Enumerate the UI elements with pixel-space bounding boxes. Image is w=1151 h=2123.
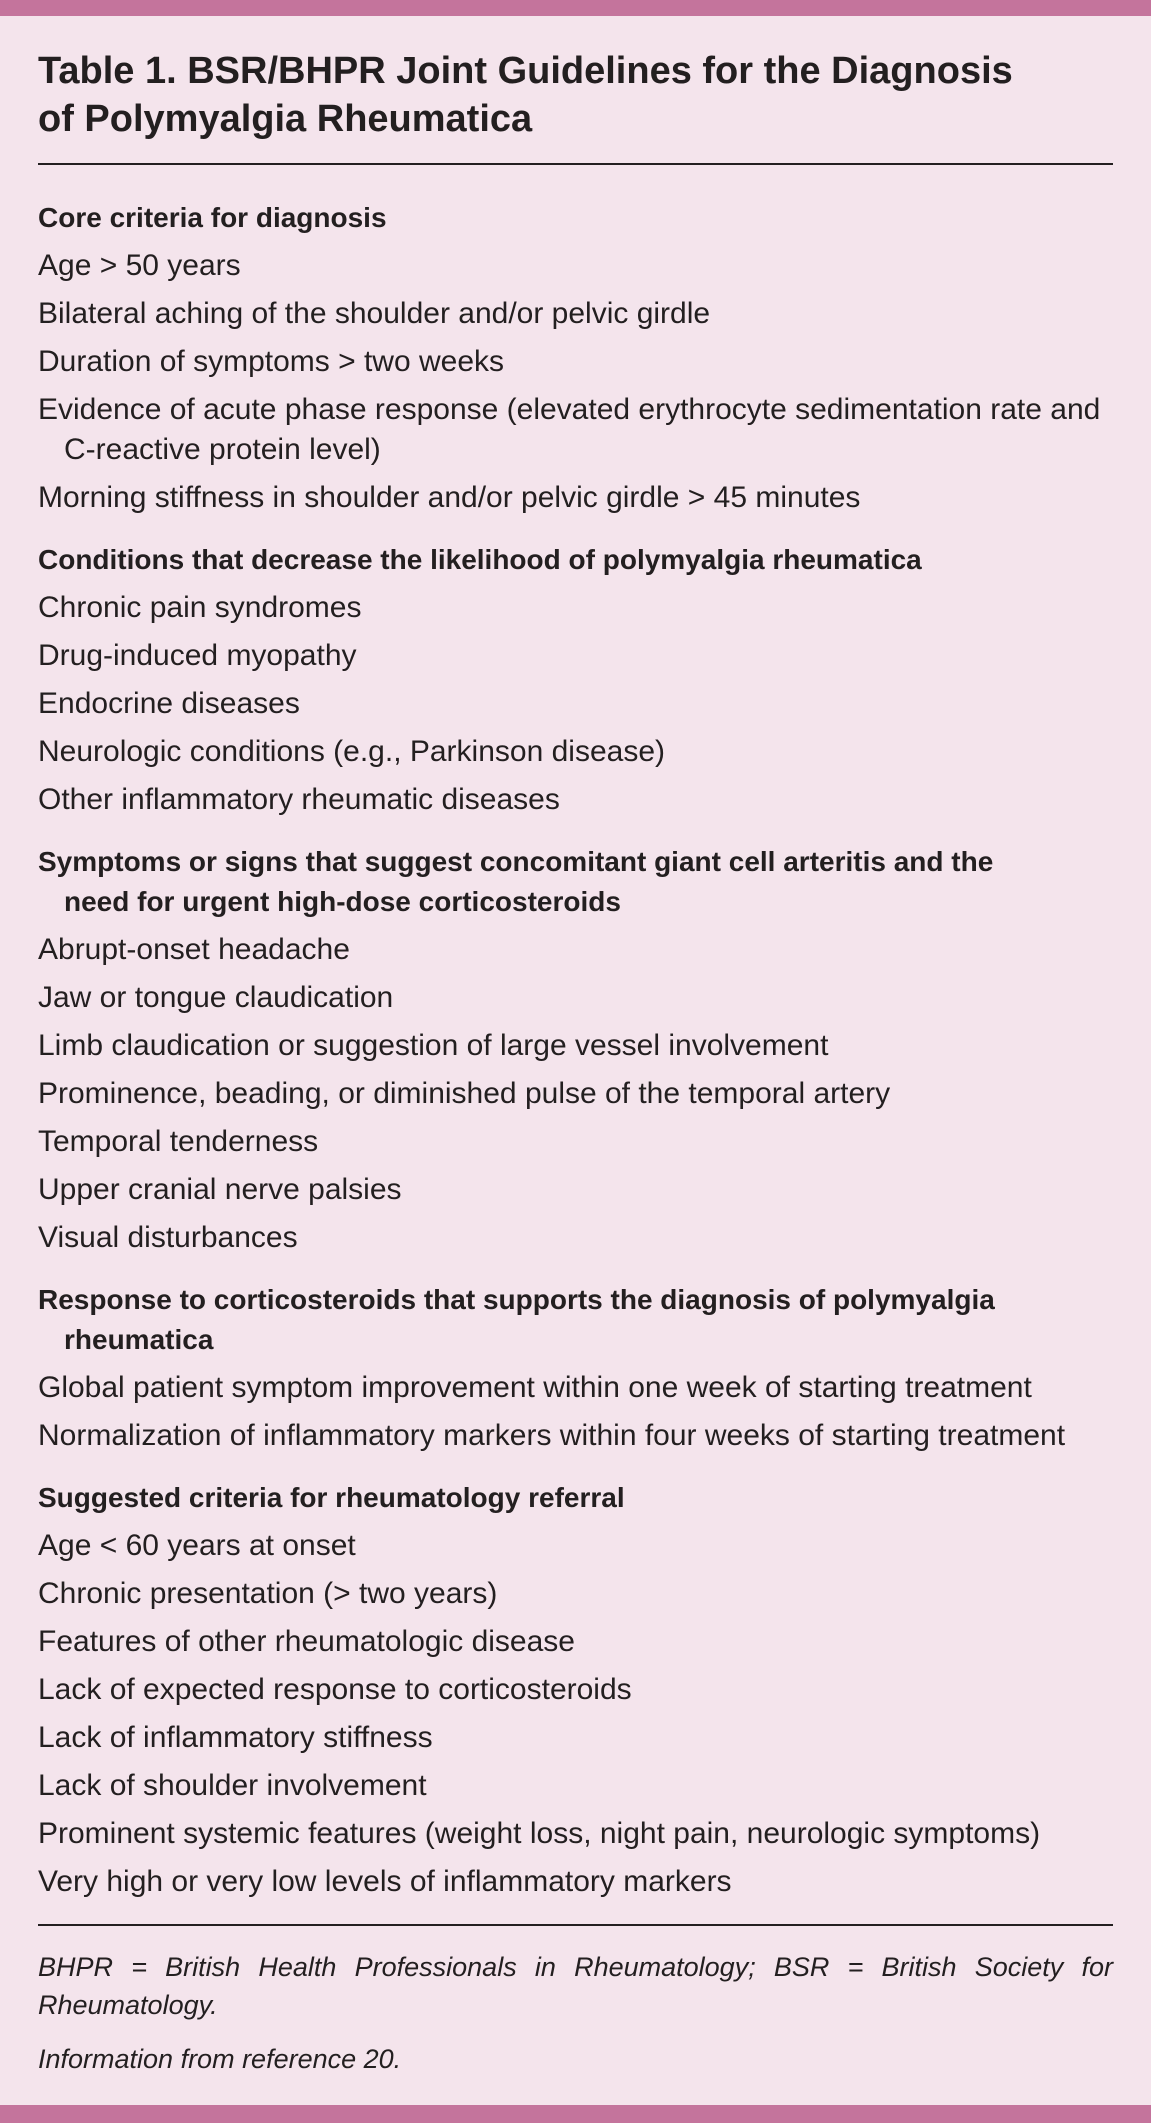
criteria-item-line: Lack of shoulder involvement bbox=[38, 1769, 427, 1802]
criteria-item-line: Features of other rheumatologic disease bbox=[38, 1625, 575, 1658]
criteria-item bbox=[38, 1416, 1113, 1456]
title-line: Table 1. BSR/BHPR Joint Guidelines for the Diagnosis bbox=[38, 50, 1013, 92]
criteria-item-line: Age < 60 years at onset bbox=[38, 1529, 356, 1562]
criteria-item bbox=[38, 342, 1113, 382]
criteria-item bbox=[38, 1170, 1113, 1210]
criteria-item-line: Limb claudication or suggestion of large vessel involvement bbox=[38, 1029, 829, 1062]
footnote-rule bbox=[38, 1924, 1113, 1926]
section bbox=[38, 540, 1113, 820]
criteria-item-line: Lack of inflammatory stiffness bbox=[38, 1721, 433, 1754]
criteria-item-line: Prominent systemic features (weight loss, night pain, neurologic symptoms) bbox=[38, 1817, 1041, 1850]
criteria-item-line: Global patient symptom improvement within one week of starting treatment bbox=[38, 1371, 1032, 1404]
title-line: of Polymyalgia Rheumatica bbox=[38, 98, 533, 140]
criteria-item bbox=[38, 1122, 1113, 1162]
criteria-item-line: Normalization of inflammatory markers within four weeks of starting treatment bbox=[38, 1419, 1066, 1452]
criteria-item bbox=[38, 1862, 1113, 1902]
criteria-item-line: Morning stiffness in shoulder and/or pelvic girdle > 45 minutes bbox=[38, 481, 861, 514]
criteria-item bbox=[38, 588, 1113, 628]
criteria-item-line: Chronic presentation (> two years) bbox=[38, 1577, 498, 1610]
criteria-item bbox=[38, 1074, 1113, 1114]
section bbox=[38, 1280, 1113, 1456]
section-header-line: Response to corticosteroids that supports the diagnosis of polymyalgia bbox=[38, 1284, 995, 1315]
criteria-item-line: Drug-induced myopathy bbox=[38, 639, 357, 672]
criteria-item-line: Neurologic conditions (e.g., Parkinson disease) bbox=[38, 735, 665, 768]
section-header bbox=[38, 842, 1113, 922]
criteria-item bbox=[38, 930, 1113, 970]
criteria-item bbox=[38, 246, 1113, 286]
criteria-item bbox=[38, 978, 1113, 1018]
section-header-line: Conditions that decrease the likelihood of polymyalgia rheumatica bbox=[38, 544, 922, 575]
criteria-item bbox=[38, 1718, 1113, 1758]
criteria-item-line: C-reactive protein level) bbox=[64, 433, 381, 466]
criteria-item-line: Upper cranial nerve palsies bbox=[38, 1173, 402, 1206]
criteria-item bbox=[38, 390, 1113, 470]
section bbox=[38, 1478, 1113, 1902]
footnote-abbreviations bbox=[38, 1948, 1113, 2024]
criteria-item-line: Visual disturbances bbox=[38, 1221, 298, 1254]
section-header bbox=[38, 1280, 1113, 1360]
criteria-item bbox=[38, 684, 1113, 724]
page-title bbox=[38, 47, 1113, 143]
criteria-item-line: Age > 50 years bbox=[38, 249, 241, 282]
criteria-item bbox=[38, 1574, 1113, 1614]
criteria-item bbox=[38, 294, 1113, 334]
footnotes bbox=[38, 1948, 1113, 2078]
section-header bbox=[38, 1478, 1113, 1518]
section-header bbox=[38, 198, 1113, 238]
bottom-accent-bar bbox=[0, 2105, 1151, 2123]
criteria-item-line: Bilateral aching of the shoulder and/or pelvic girdle bbox=[38, 297, 711, 330]
top-accent-bar bbox=[0, 0, 1151, 16]
criteria-item bbox=[38, 636, 1113, 676]
footnote-line: Rheumatology. bbox=[38, 1990, 218, 2020]
criteria-item-line: Jaw or tongue claudication bbox=[38, 981, 394, 1014]
section bbox=[38, 198, 1113, 518]
sections bbox=[38, 198, 1113, 1902]
section-header-line: need for urgent high-dose corticosteroids bbox=[64, 886, 621, 917]
criteria-item-line: Endocrine diseases bbox=[38, 687, 300, 720]
criteria-item-line: Duration of symptoms > two weeks bbox=[38, 345, 505, 378]
section-header-line: Suggested criteria for rheumatology referral bbox=[38, 1482, 625, 1513]
criteria-item bbox=[38, 1670, 1113, 1710]
criteria-item bbox=[38, 1026, 1113, 1066]
section-header-line: Symptoms or signs that suggest concomitant giant cell arteritis and the bbox=[38, 846, 994, 877]
section-header-line: rheumatica bbox=[64, 1324, 214, 1355]
criteria-item-line: Other inflammatory rheumatic diseases bbox=[38, 783, 560, 816]
criteria-item-line: Temporal tenderness bbox=[38, 1125, 319, 1158]
criteria-item bbox=[38, 478, 1113, 518]
criteria-item bbox=[38, 1368, 1113, 1408]
criteria-item-line: Evidence of acute phase response (elevated erythrocyte sedimentation rate and bbox=[38, 393, 1101, 426]
criteria-item bbox=[38, 780, 1113, 820]
section bbox=[38, 842, 1113, 1258]
title-rule bbox=[38, 163, 1113, 165]
criteria-item bbox=[38, 1814, 1113, 1854]
section-header-line: Core criteria for diagnosis bbox=[38, 202, 387, 233]
footnote-line: BHPR = British Health Professionals in Rheumatology; BSR = British Society for bbox=[38, 1952, 1113, 1982]
section-header bbox=[38, 540, 1113, 580]
criteria-item bbox=[38, 732, 1113, 772]
criteria-item-line: Lack of expected response to corticosteroids bbox=[38, 1673, 632, 1706]
criteria-item bbox=[38, 1766, 1113, 1806]
criteria-item-line: Chronic pain syndromes bbox=[38, 591, 362, 624]
criteria-item bbox=[38, 1218, 1113, 1258]
criteria-item-line: Prominence, beading, or diminished pulse of the temporal artery bbox=[38, 1077, 891, 1110]
criteria-item bbox=[38, 1526, 1113, 1566]
footnote-source: Information from reference 20. bbox=[38, 2044, 402, 2074]
criteria-item bbox=[38, 1622, 1113, 1662]
criteria-item-line: Abrupt-onset headache bbox=[38, 933, 350, 966]
criteria-item-line: Very high or very low levels of inflammatory markers bbox=[38, 1865, 732, 1898]
